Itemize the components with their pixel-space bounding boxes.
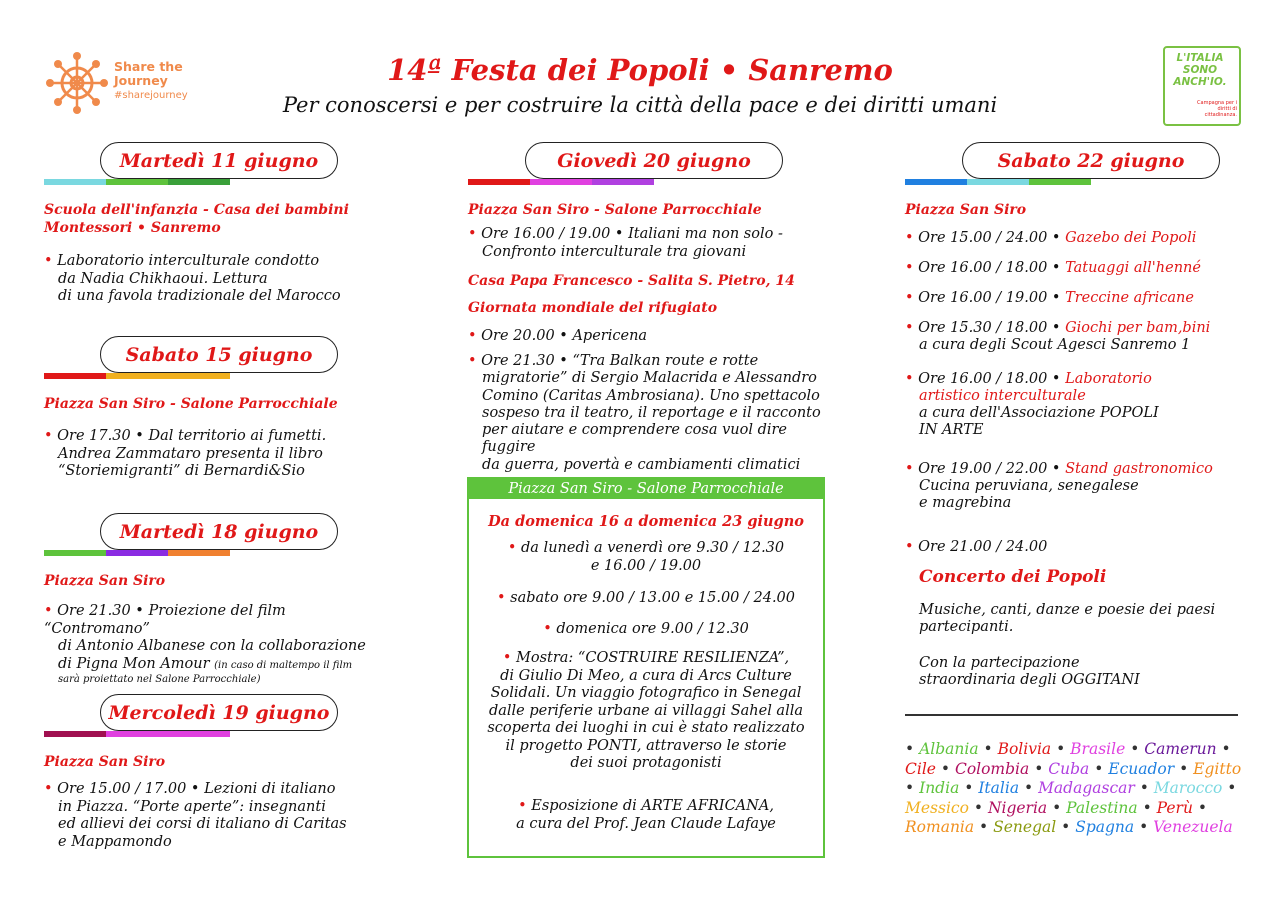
country-name: Madagascar bbox=[1038, 779, 1135, 797]
exhibition-box bbox=[467, 477, 825, 858]
bullet-separator: • bbox=[968, 798, 988, 817]
location-title: Piazza San Siro - Salone Parrocchiale bbox=[44, 396, 338, 412]
activity-row: • Ore 19.00 / 22.00 • Stand gastronomico Cucina peruviana, senegalese e magrebina bbox=[905, 461, 1213, 511]
color-bar bbox=[468, 179, 654, 185]
country-name: India bbox=[919, 779, 960, 797]
country-name: Senegal bbox=[993, 818, 1057, 836]
event-text: • Ore 20.00 • Apericena bbox=[468, 328, 648, 344]
logo-right-line2: SONO bbox=[1182, 64, 1218, 76]
bullet-separator: • bbox=[1216, 740, 1231, 758]
day-pill-martedi-11: Martedì 11 giugno bbox=[100, 142, 338, 179]
bullet-separator: • bbox=[905, 779, 920, 797]
country-name: Cile bbox=[905, 759, 936, 778]
activity-row: • Ore 15.00 / 24.00 • Gazebo dei Popoli bbox=[905, 230, 1197, 246]
exhibition-period: Da domenica 16 a domenica 23 giugno bbox=[488, 513, 804, 530]
day-pill-giovedi-20: Giovedì 20 giugno bbox=[525, 142, 783, 179]
activity-row: • Ore 15.30 / 18.00 • Giochi per bam,bini a cura degli Scout Agesci Sanremo 1 bbox=[905, 320, 1211, 353]
bullet-separator: • bbox=[959, 779, 979, 797]
activity-row: • Ore 16.00 / 18.00 • Tatuaggi all'henné bbox=[905, 260, 1201, 276]
color-bar bbox=[44, 550, 230, 556]
logo-left-tag: #sharejourney bbox=[114, 90, 188, 101]
day-pill-sabato-15: Sabato 15 giugno bbox=[100, 336, 338, 373]
bullet-separator: • bbox=[1047, 798, 1067, 817]
concert-description: Musiche, canti, danze e poesie dei paesi partecipanti. bbox=[919, 602, 1216, 635]
event-text: • Ore 15.00 / 17.00 • Lezioni di italiano in Piazza. “Porte aperte”: insegnanti ed allievi dei corsi di italiano di Caritas e Mappamondo bbox=[44, 781, 347, 850]
participation-text: Con la partecipazione straordinaria degli OGGITANI bbox=[919, 655, 1140, 688]
bullet-separator: • bbox=[1137, 798, 1157, 817]
logo-left-line1: Share the bbox=[114, 59, 183, 74]
african-art-exhibition: • Esposizione di ARTE AFRICANA, a cura del Prof. Jean Claude Lafaye bbox=[516, 798, 776, 832]
country-name: Italia bbox=[978, 779, 1020, 797]
exhibition-description: • Mostra: “COSTRUIRE RESILIENZA”, di Giulio Di Meo, a cura di Arcs Culture Solidali. Un viaggio fotografico in Senegal dalle periferie urbane ai villaggi Sahel alla scoperta dei luoghi in cui è stato realizzato il progetto PONTI, attraverso le storie dei suoi protagonisti bbox=[487, 650, 805, 771]
country-name: Brasile bbox=[1070, 740, 1126, 758]
event-text: • Ore 16.00 / 19.00 • Italiani ma non solo - Confronto interculturale tra giovani bbox=[468, 226, 783, 260]
country-name: Venezuela bbox=[1153, 818, 1233, 836]
country-name: Egitto bbox=[1193, 759, 1242, 778]
country-name: Marocco bbox=[1153, 779, 1223, 797]
country-name: Camerun bbox=[1144, 740, 1217, 758]
bullet-separator: • bbox=[1125, 740, 1145, 758]
color-bar bbox=[44, 179, 230, 185]
country-name: Nigeria bbox=[987, 798, 1048, 817]
bullet-separator: • bbox=[1134, 779, 1154, 797]
bullet-separator: • bbox=[935, 759, 955, 778]
country-name: Palestina bbox=[1066, 798, 1138, 817]
country-name: Perù bbox=[1156, 798, 1193, 817]
exhibition-box-header: Piazza San Siro - Salone Parrocchiale bbox=[469, 479, 823, 499]
day-pill-mercoledi-19: Mercoledì 19 giugno bbox=[100, 694, 338, 731]
color-bar bbox=[44, 731, 230, 737]
bullet-separator: • bbox=[1029, 759, 1049, 778]
country-name: Romania bbox=[905, 818, 975, 836]
country-name: Spagna bbox=[1075, 818, 1135, 836]
logo-right-line1: L'ITALIA bbox=[1176, 52, 1224, 64]
location-title: Piazza San Siro bbox=[905, 202, 1027, 218]
event-text: • Laboratorio interculturale condotto da Nadia Chikhaoui. Lettura di una favola tradizionale del Marocco bbox=[44, 253, 341, 304]
day-pill-martedi-18: Martedì 18 giugno bbox=[100, 513, 338, 550]
page-title: 14ª Festa dei Popoli • Sanremo bbox=[387, 53, 893, 87]
country-name: Bolivia bbox=[997, 740, 1052, 758]
divider bbox=[905, 714, 1238, 716]
bullet-separator: • bbox=[1222, 779, 1237, 797]
activity-row: • Ore 21.00 / 24.00 bbox=[905, 539, 1048, 555]
location-title: Piazza San Siro bbox=[44, 573, 166, 589]
location-title: Casa Papa Francesco - Salita S. Pietro, 14 bbox=[468, 273, 795, 289]
event-text: • Ore 17.30 • Dal territorio ai fumetti. Andrea Zammataro presenta il libro “Storiemigranti” di Bernardi&Sio bbox=[44, 428, 327, 479]
day-pill-sabato-22: Sabato 22 giugno bbox=[962, 142, 1220, 179]
event-text: • Ore 21.30 • “Tra Balkan route e rotte migratorie” di Sergio Malacrida e Alessandro Comino (Caritas Ambrosiana). Uno spettacolo sospeso tra il teatro, il reportage e il racconto per aiutare e comprendere cosa vuol dire fuggire da guerra, povertà e cambiamenti climatici bbox=[468, 353, 821, 473]
bullet-separator: • bbox=[1089, 759, 1109, 778]
event-text: • Ore 21.30 • Proiezione del film “Contromano” di Antonio Albanese con la collaborazione di Pigna Mon Amour (in caso di maltempo il film sarà proiettato nel Salone Parrocchiale) bbox=[44, 603, 366, 685]
country-name: Cuba bbox=[1048, 759, 1090, 778]
activity-row: • Ore 16.00 / 18.00 • Laboratorio artistico interculturale a cura dell'Associazione POPOLI IN ARTE bbox=[905, 371, 1159, 438]
location-title: Piazza San Siro - Salone Parrocchiale bbox=[468, 202, 762, 218]
location-title: Giornata mondiale del rifugiato bbox=[468, 300, 718, 316]
bullet-separator: • bbox=[1051, 740, 1071, 758]
bullet-separator: • bbox=[1056, 818, 1076, 836]
bullet-separator: • bbox=[1019, 779, 1039, 797]
logo-left-line2: Journey bbox=[114, 73, 168, 88]
location-title: Scuola dell'infanzia - Casa dei bambini Montessori • Sanremo bbox=[44, 202, 349, 236]
hours-sunday: • domenica ore 9.00 / 12.30 bbox=[543, 621, 749, 637]
country-name: Albania bbox=[919, 740, 979, 758]
color-bar bbox=[44, 373, 230, 379]
bullet-separator: • bbox=[1134, 818, 1154, 836]
bullet-separator: • bbox=[905, 740, 920, 758]
country-name: Colombia bbox=[954, 759, 1030, 778]
concert-title: Concerto dei Popoli bbox=[919, 567, 1107, 587]
country-name: Messico bbox=[905, 798, 969, 817]
country-name: Ecuador bbox=[1108, 759, 1175, 778]
countries-list bbox=[905, 740, 1245, 838]
bullet-separator: • bbox=[974, 818, 994, 836]
bullet-separator: • bbox=[1174, 759, 1194, 778]
activity-row: • Ore 16.00 / 19.00 • Treccine africane bbox=[905, 290, 1194, 306]
color-bar bbox=[905, 179, 1091, 185]
hours-saturday: • sabato ore 9.00 / 13.00 e 15.00 / 24.00 bbox=[496, 590, 796, 606]
page-subtitle: Per conoscersi e per costruire la città della pace e dei diritti umani bbox=[282, 93, 998, 117]
hours-weekdays: • da lunedì a venerdì ore 9.30 / 12.30 e 16.00 / 19.00 bbox=[507, 540, 785, 574]
logo-right-line3: ANCH'IO. bbox=[1173, 76, 1227, 88]
logo-right-small: Campagna per i diritti di cittadinanza. bbox=[1197, 100, 1237, 118]
bullet-separator: • bbox=[1192, 798, 1208, 817]
location-title: Piazza San Siro bbox=[44, 754, 166, 770]
bullet-separator: • bbox=[978, 740, 998, 758]
